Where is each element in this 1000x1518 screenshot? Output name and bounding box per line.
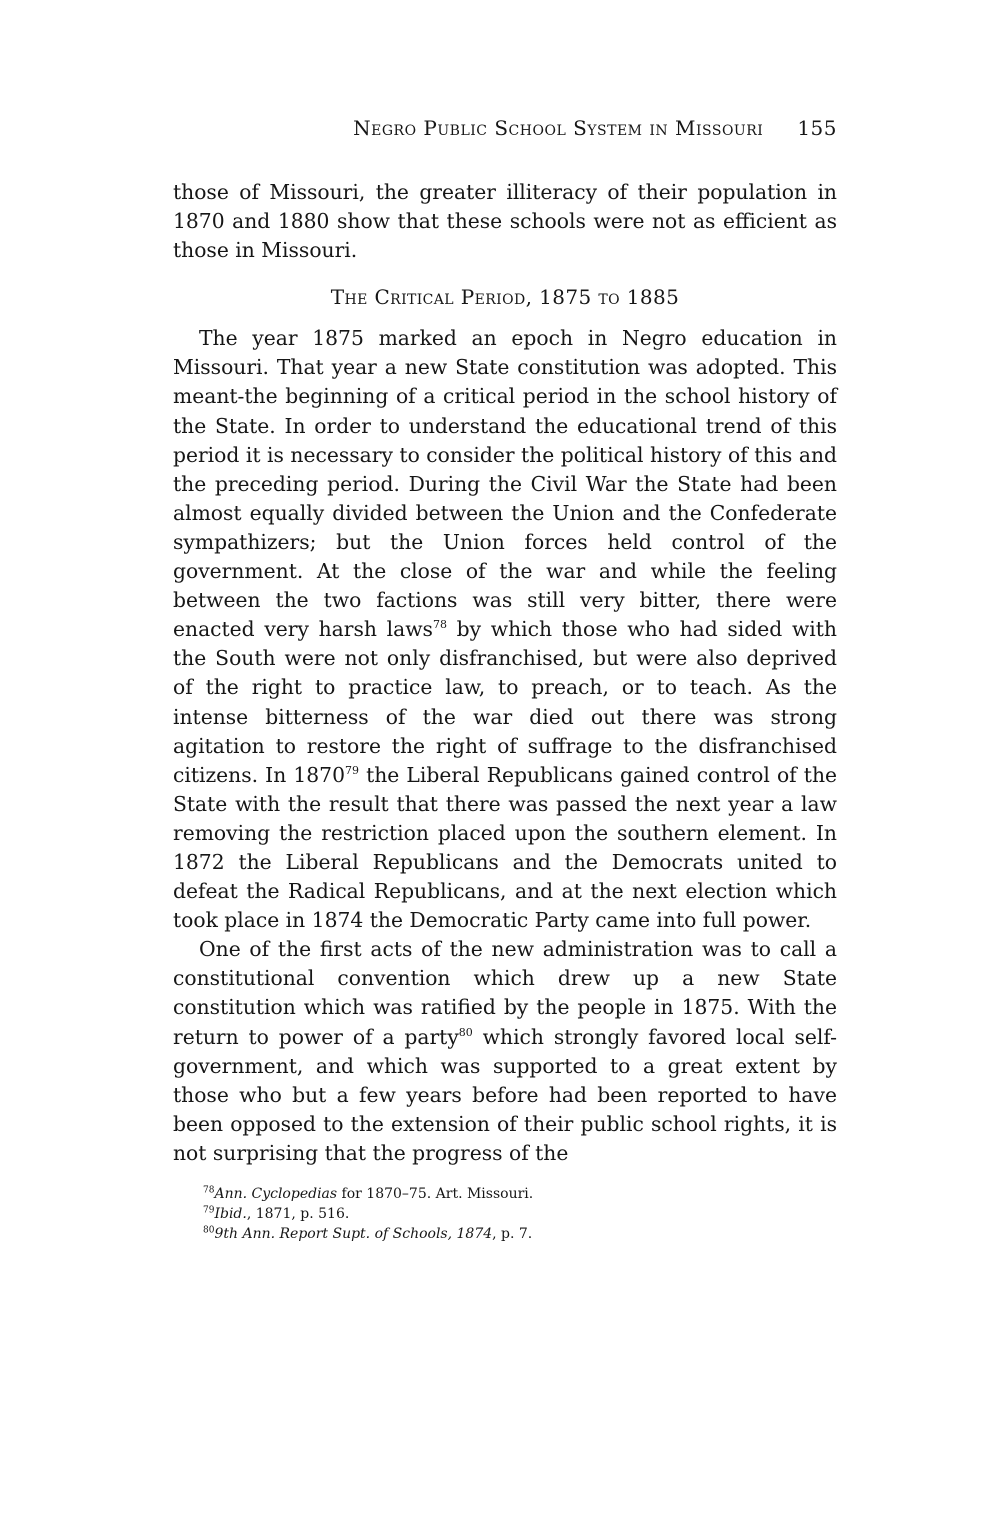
running-head bbox=[173, 112, 837, 144]
paragraph-text: The year 1875 marked an epoch in Negro education in Missouri. That year a new State constitution was adopted. This meant-the beginning of a critical period in the school history of the State. In order to understand the educational trend of this period it is necessary to consider the political history of this and the preceding period. During the Civil War the State had been almost equally divided between the Union and the Confederate sympathizers; but the Union forces held control of the government. At the close of the war and while the feeling between the two factions was still very bitter, there were enacted very harsh laws bbox=[173, 326, 837, 642]
footnote bbox=[203, 1204, 837, 1224]
footnote-text: , p. 7. bbox=[492, 1226, 533, 1242]
footnote-source: Ann. Cyclopedias bbox=[214, 1186, 338, 1202]
footnote-number: 78 bbox=[203, 1185, 215, 1196]
book-page bbox=[173, 112, 837, 1244]
paragraph bbox=[173, 324, 837, 935]
footnote-text: , 1871, p. 516. bbox=[246, 1206, 350, 1222]
footnote-ref: 80 bbox=[458, 1025, 473, 1039]
running-head-title: Negro Public School System in Missouri bbox=[353, 116, 764, 140]
body-text bbox=[173, 178, 837, 1168]
footnote-source: 9th Ann. Report Supt. of Schools, 1874 bbox=[214, 1226, 493, 1242]
paragraph-continued: those of Missouri, the greater illiteracy of their population in 1870 and 1880 show that these schools were not as efficient as those in Missouri. bbox=[173, 180, 837, 263]
paragraph-text: which strongly favored local self-government, and which was supported to a great extent by those who but a few years before had been reported to have been opposed to the extension of their public school rights, it is not surprising that the progress of the bbox=[173, 1024, 837, 1165]
footnotes bbox=[173, 1184, 837, 1244]
footnote-ref: 78 bbox=[432, 618, 447, 632]
footnote-text: for 1870–75. Art. Missouri. bbox=[337, 1186, 534, 1202]
footnote bbox=[203, 1184, 837, 1204]
paragraph-text: One of the first acts of the new administration was to call a constitutional convention which drew up a new State constitution which was ratified by the people in 1875. With the return to power of a party bbox=[173, 937, 837, 1049]
paragraph-text: by which those who had sided with the South were not only disfranchised, but were also deprived of the right to practice law, to preach, or to teach. As the intense bitterness of the war died out there was strong agitation to restore the right of suffrage to the disfranchised citizens. In 1870 bbox=[173, 617, 837, 787]
footnote-number: 80 bbox=[203, 1225, 215, 1236]
footnote-number: 79 bbox=[203, 1205, 215, 1216]
footnote-source: Ibid. bbox=[214, 1206, 247, 1222]
paragraph-text: the Liberal Republicans gained control of the State with the result that there was passed the next year a law removing the restriction placed upon the southern element. In 1872 the Liberal Republicans and the Democrats united to defeat the Radical Republicans, and at the next election which took place in 1874 the Democratic Party came into full power. bbox=[173, 762, 838, 933]
paragraph bbox=[173, 935, 837, 1168]
page-number: 155 bbox=[797, 116, 837, 140]
section-heading: The Critical Period, 1875 to 1885 bbox=[330, 285, 680, 310]
footnote bbox=[203, 1224, 837, 1244]
footnote-ref: 79 bbox=[344, 763, 359, 777]
